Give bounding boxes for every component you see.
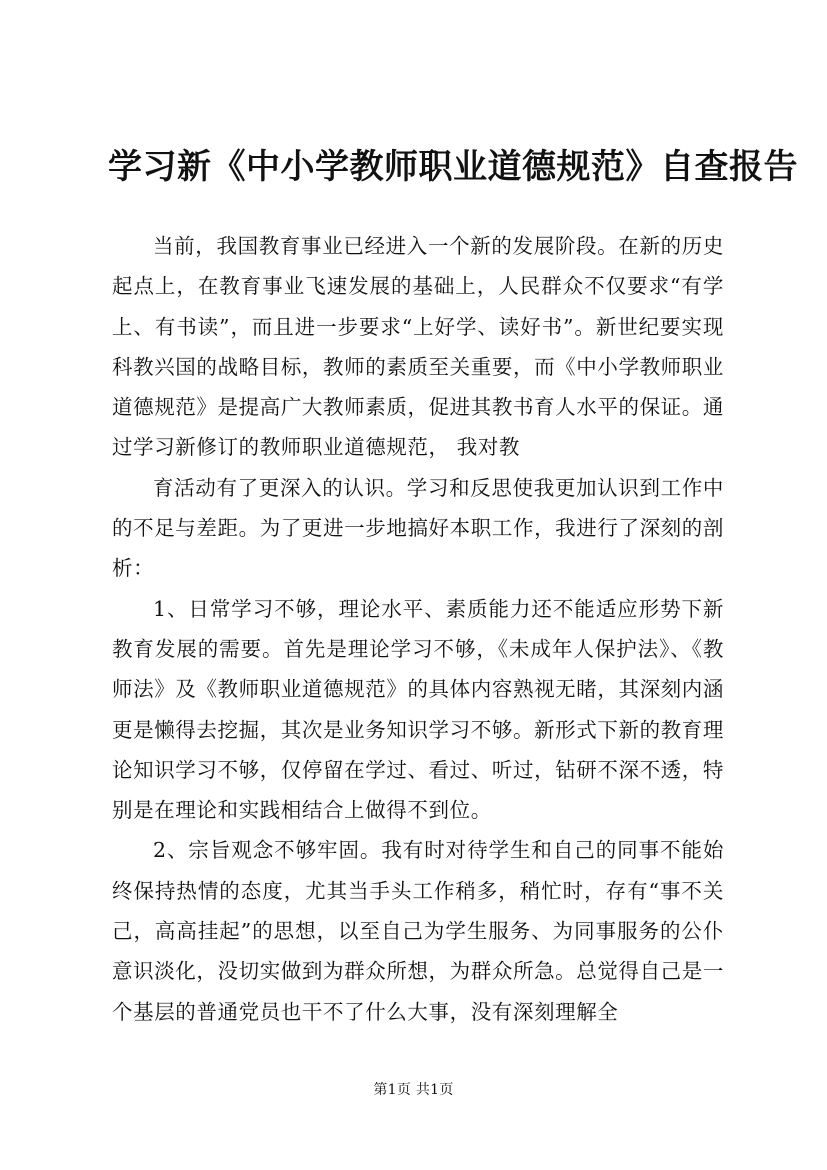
paragraph-point-1: 1、日常学习不够，理论水平、素质能力还不能适应形势下新教育发展的需要。首先是理论学习不够，《未成年人保护法》、《教师法》及《教师职业道德规范》的具体内容熟视无睹，其深刻内涵更是懒得去挖掘，其次是业务知识学习不够。新形式下新的教育理论知识学习不够，仅停留在学过、看过、听过，钻研不深不透，特别是在理论和实践相结合上做得不到位。 [112,596,724,823]
paragraph-analysis: 育活动有了更深入的认识。学习和反思使我更加认识到工作中的不足与差距。为了更进一步地搞好本职工作，我进行了深刻的剖析： [112,475,724,581]
paragraph-point-2: 2、宗旨观念不够牢固。我有时对待学生和自己的同事不能始终保持热情的态度，尤其当手头工作稍多，稍忙时，存有“事不关己，高高挂起”的思想，以至自己为学生服务、为同事服务的公仆意识淡化，没切实做到为群众所想，为群众所急。总觉得自己是一个基层的普通党员也干不了什么大事，没有深刻理解全 [112,838,724,1024]
page-footer: 第1页 共1页 [373,1082,454,1098]
document-title: 学习新《中小学教师职业道德规范》自查报告 [108,147,798,187]
paragraph-intro: 当前，我国教育事业已经进入一个新的发展阶段。在新的历史起点上，在教育事业飞速发展的基础上，人民群众不仅要求“有学上、有书读”，而且进一步要求“上好学、读好书”。新世纪要实现科教兴国的战略目标，教师的素质至关重要，而《中小学教师职业道德规范》是提高广大教师素质，促进其教书育人水平的保证。通过学习新修订的教师职业道德规范， 我对教 [112,234,724,460]
document-body [112,226,724,1032]
